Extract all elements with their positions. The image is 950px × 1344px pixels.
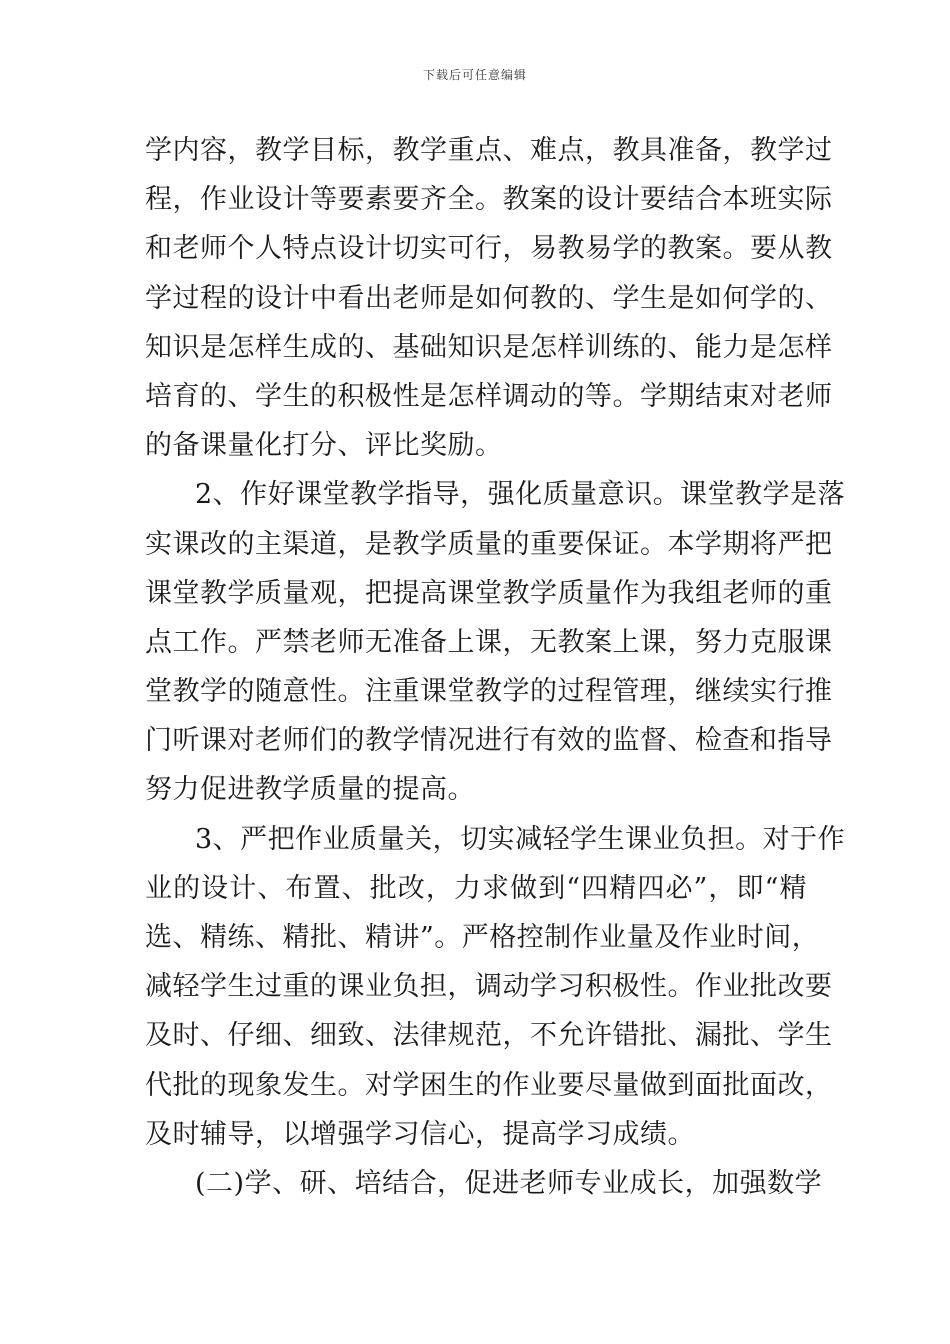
text-line: 业的设计、布置、批改，力求做到“四精四必”，即“精 [145,872,807,904]
text-line: 培育的、学生的积极性是怎样调动的等。学期结束对老师 [145,380,833,412]
text-line: 课堂教学质量观，把提高课堂教学质量作为我组老师的重 [145,577,833,609]
document-body [145,126,846,1208]
text-line: 努力促进教学质量的提高。 [145,774,475,806]
text-line: 及时、仔细、细致、法律规范，不允许错批、漏批、学生 [145,1020,833,1052]
text-line: 知识是怎样生成的、基础知识是怎样训练的、能力是怎样 [145,331,833,363]
text-line: 门听课对老师们的教学情况进行有效的监督、检查和指导 [145,725,833,757]
text-line: 减轻学生过重的课业负担，调动学习积极性。作业批改要 [145,971,833,1003]
text-line: (二)学、研、培结合，促进老师专业成长，加强数学 [195,1167,823,1199]
text-line: 选、精练、精批、精讲”。严格控制作业量及作业时间， [145,922,820,953]
text-line: 点工作。严禁老师无准备上课，无教案上课，努力克服课 [145,626,833,658]
text-line: 3、严把作业质量关，切实减轻学生课业负担。对于作 [195,823,846,855]
text-line: 代批的现象发生。对学困生的作业要尽量做到面批面改， [145,1069,833,1101]
text-line: 及时辅导，以增强学习信心，提高学习成绩。 [145,1118,695,1150]
text-line: 学过程的设计中看出老师是如何教的、学生是如何学的、 [145,282,833,314]
text-line: 程，作业设计等要素要齐全。教案的设计要结合本班实际 [145,184,833,216]
page-header: 下载后可任意编辑 [422,68,527,82]
text-line: 和老师个人特点设计切实可行，易教易学的教案。要从教 [145,233,833,265]
text-line: 学内容，教学目标，教学重点、难点，教具准备，教学过 [145,135,833,166]
text-line: 实课改的主渠道，是教学质量的重要保证。本学期将严把 [145,528,833,560]
text-line: 的备课量化打分、评比奖励。 [145,430,503,462]
text-line: 堂教学的随意性。注重课堂教学的过程管理，继续实行推 [145,676,833,708]
text-line: 2、作好课堂教学指导，强化质量意识。课堂教学是落 [195,479,846,511]
